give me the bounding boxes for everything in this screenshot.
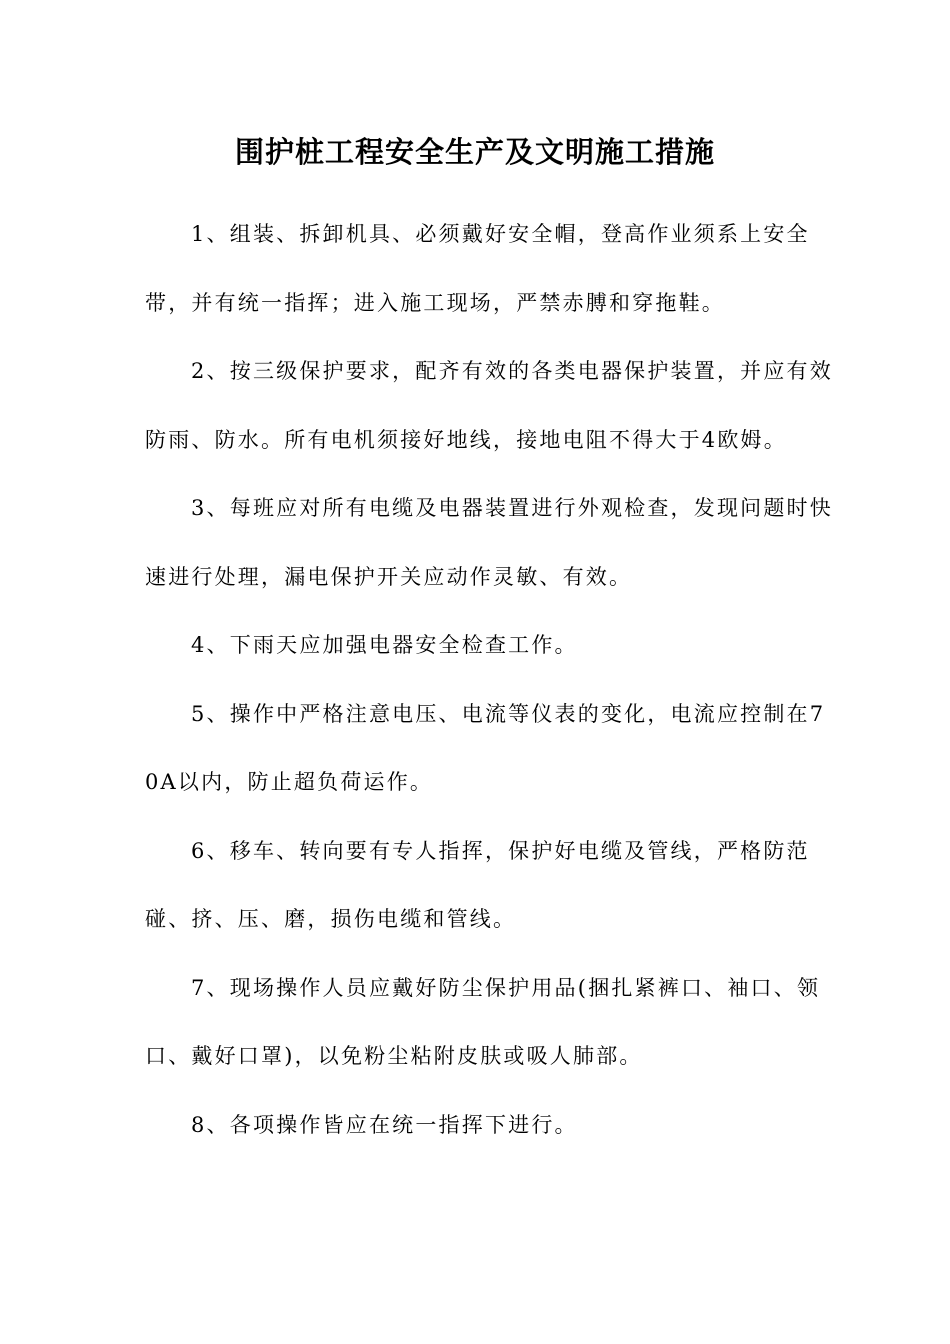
paragraph-1: 1、组装、拆卸机具、必须戴好安全帽，登高作业须系上安全带，并有统一指挥；进入施工现场，严禁赤膊和穿拖鞋。 <box>145 222 810 315</box>
paragraph-3: 3、每班应对所有电缆及电器装置进行外观检查，发现问题时快速进行处理，漏电保护开关应动作灵敏、有效。 <box>145 496 833 589</box>
paragraph-6: 6、移车、转向要有专人指挥，保护好电缆及管线，严格防范碰、挤、压、磨，损伤电缆和管线。 <box>145 838 810 931</box>
paragraph-2: 2、按三级保护要求，配齐有效的各类电器保护装置，并应有效防雨、防水。所有电机须接好地线，接地电阻不得大于4欧姆。 <box>145 359 833 452</box>
paragraph-8: 8、各项操作皆应在统一指挥下进行。 <box>191 1112 578 1137</box>
paragraph-7: 7、现场操作人员应戴好防尘保护用品(捆扎紧裤口、袖口、领口、戴好口罩)，以免粉尘粘附皮肤或吸人肺部。 <box>145 975 821 1068</box>
paragraph-4: 4、下雨天应加强电器安全检查工作。 <box>191 633 578 657</box>
paragraph-5: 5、操作中严格注意电压、电流等仪表的变化，电流应控制在70A以内，防止超负荷运作。 <box>145 701 826 794</box>
document-title: 围护桩工程安全生产及文明施工措施 <box>234 135 715 169</box>
document-body <box>145 200 835 1159</box>
